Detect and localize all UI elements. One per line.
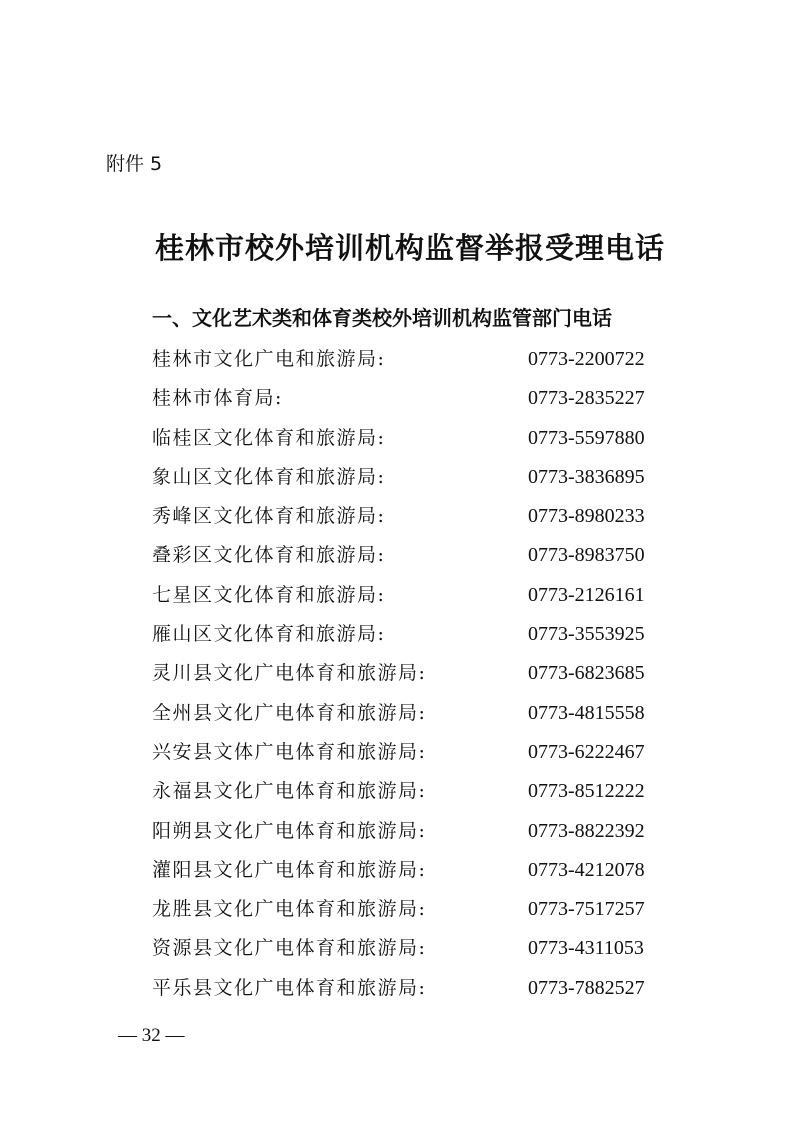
organization-name: 象山区文化体育和旅游局: — [152, 465, 386, 488]
contact-row — [152, 890, 662, 929]
phone-number: 0773-6823685 — [528, 662, 645, 685]
contact-row — [152, 694, 662, 733]
phone-number: 0773-8512222 — [528, 780, 645, 803]
contact-row — [152, 733, 662, 772]
contact-row — [152, 419, 662, 458]
contact-row — [152, 812, 662, 851]
organization-name: 雁山区文化体育和旅游局: — [152, 623, 386, 646]
contact-row — [152, 379, 662, 418]
organization-name: 桂林市体育局: — [152, 387, 283, 410]
phone-number: 0773-4212078 — [528, 858, 645, 881]
attachment-label: 附件 5 — [106, 153, 163, 175]
organization-name: 七星区文化体育和旅游局: — [152, 583, 386, 606]
contact-row — [152, 969, 662, 1008]
phone-number: 0773-4311053 — [528, 937, 644, 960]
phone-number: 0773-7882527 — [528, 976, 645, 999]
phone-number: 0773-2200722 — [528, 348, 645, 370]
contact-row — [152, 654, 662, 693]
contact-row — [152, 458, 662, 497]
organization-name: 永福县文化广电体育和旅游局: — [152, 780, 427, 803]
contact-row — [152, 851, 662, 890]
document-title: 桂林市校外培训机构监督举报受理电话 — [154, 231, 665, 265]
organization-name: 资源县文化广电体育和旅游局: — [152, 937, 427, 960]
organization-name: 叠彩区文化体育和旅游局: — [152, 544, 386, 567]
organization-name: 平乐县文化广电体育和旅游局: — [152, 976, 427, 999]
page-number: — 32 — — [118, 1025, 185, 1046]
contact-row — [152, 929, 662, 968]
phone-number: 0773-2126161 — [528, 583, 645, 606]
contact-row — [152, 340, 662, 379]
organization-name: 全州县文化广电体育和旅游局: — [152, 701, 427, 724]
contact-row — [152, 615, 662, 654]
phone-number: 0773-7517257 — [528, 898, 645, 921]
contact-row — [152, 772, 662, 811]
organization-name: 秀峰区文化体育和旅游局: — [152, 505, 386, 528]
organization-name: 阳朔县文化广电体育和旅游局: — [152, 819, 427, 842]
phone-number: 0773-4815558 — [528, 701, 645, 724]
phone-number: 0773-3553925 — [528, 623, 645, 646]
phone-number: 0773-5597880 — [528, 426, 645, 449]
phone-number: 0773-3836895 — [528, 465, 645, 488]
section-heading: 一、文化艺术类和体育类校外培训机构监管部门电话 — [152, 306, 612, 330]
organization-name: 临桂区文化体育和旅游局: — [152, 426, 386, 449]
contact-row — [152, 497, 662, 536]
organization-name: 兴安县文体广电体育和旅游局: — [152, 740, 427, 763]
phone-number: 0773-8983750 — [528, 544, 645, 567]
phone-number: 0773-2835227 — [528, 387, 645, 410]
organization-name: 灵川县文化广电体育和旅游局: — [152, 662, 427, 685]
phone-number: 0773-8822392 — [528, 819, 645, 842]
organization-name: 桂林市文化广电和旅游局: — [152, 348, 386, 370]
phone-number: 0773-6222467 — [528, 740, 645, 763]
contact-row — [152, 536, 662, 575]
contact-row — [152, 576, 662, 615]
organization-name: 龙胜县文化广电体育和旅游局: — [152, 898, 427, 921]
contact-list — [152, 340, 662, 1008]
phone-number: 0773-8980233 — [528, 505, 645, 528]
organization-name: 灌阳县文化广电体育和旅游局: — [152, 858, 427, 881]
